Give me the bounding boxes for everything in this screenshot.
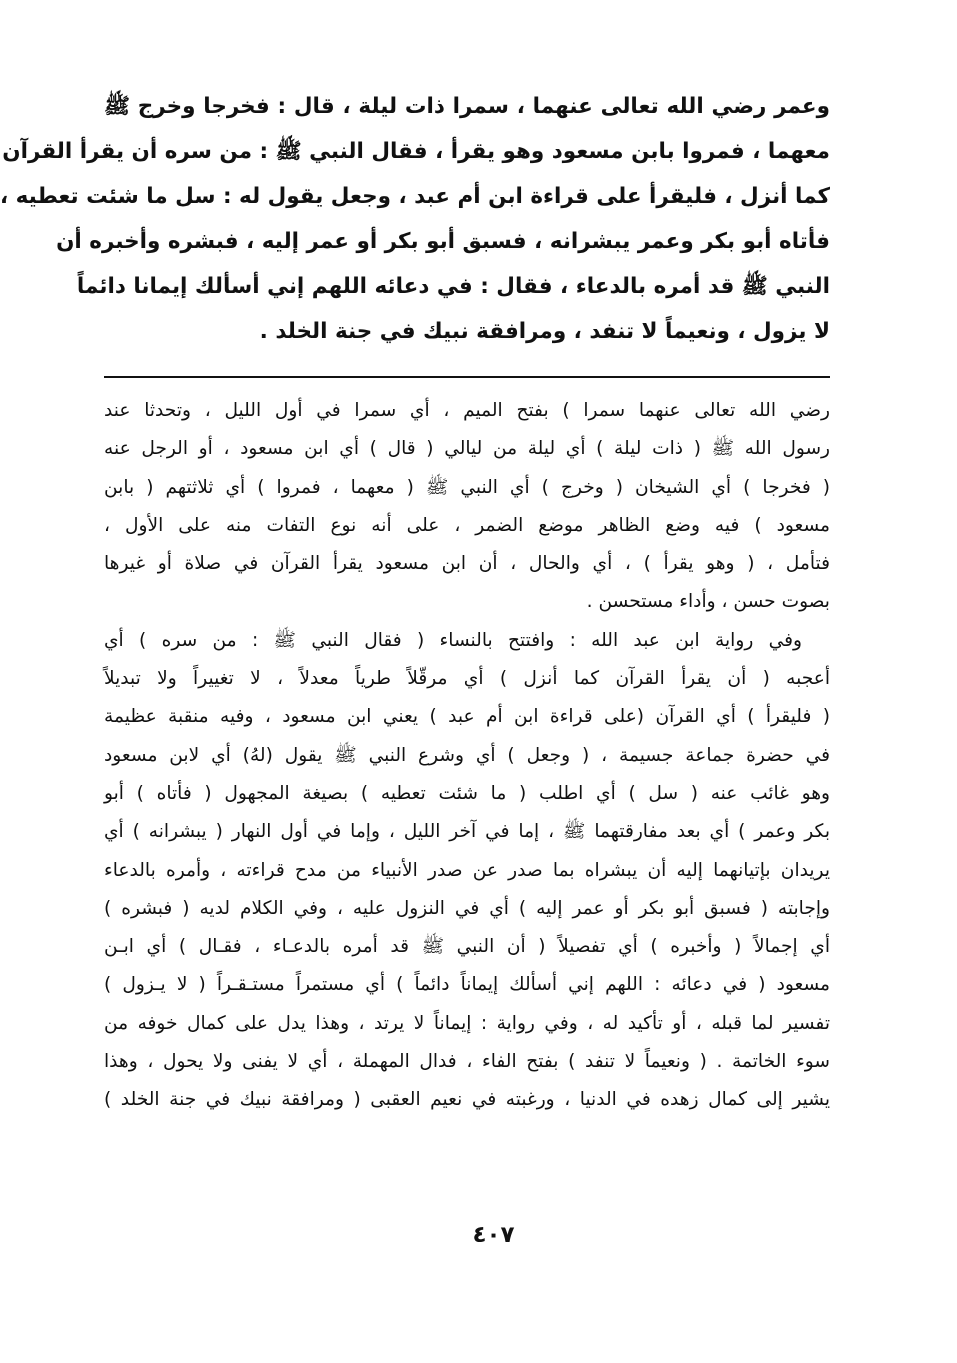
commentary-line: مسعود ) فيه وضع الظاهر موضع الضمر ، على أنه نوع التفات منه على الأول ، — [104, 514, 830, 536]
commentary-line: تفسير لما قبله ، أو تأكيد له ، وفي رواية : إيماناً لا يرتد ، وهذا يدل على كمال خوفه من — [104, 1012, 830, 1034]
main-text-line: وعمر رضي الله تعالى عنهما ، سمرا ذات ليلة ، قال : فخرجا وخرج ﷺ — [104, 94, 830, 119]
commentary-line: في حضرة جماعة جسيمة ، ( وجعل ) أي وشرع النبي ﷺ يقول (لهُ) أي لابن مسعود — [104, 744, 830, 766]
commentary-text — [104, 392, 830, 1120]
main-text-line: النبي ﷺ قد أمره بالدعاء ، فقال : في دعائه اللهم إني أسألك إيمانا دائماً — [76, 274, 830, 299]
commentary-line: ( فخرجا ) أي الشيخان ( وخرج ) أي النبي ﷺ ( معهما ، فمروا ) أي ثلاثتهم ( بابن — [104, 476, 830, 498]
section-divider — [104, 376, 830, 378]
commentary-line: مسعود ( في دعائه : اللهم إني أسألك إيماناً دائماً ) أي مستمراً مستـقـراً ( لا يـزول ) — [104, 974, 830, 996]
commentary-line: سوء الخاتمة . ( ونعيماً لا تنفد ) بفتح الفاء ، فدال المهملة ، أي لا يفنى ولا يحول ، وهذا — [104, 1051, 830, 1073]
commentary-line: بصوت حسن ، وأداء مستحسن . — [586, 591, 830, 613]
hadith-main-text — [0, 84, 830, 354]
commentary-line: أعجبه ( أن يقرأ القرآن كما أنزل ) أي مرقّلاً طرياً معدلاً ، لا تغييراً ولا تبديلاً — [104, 668, 830, 690]
main-text-line: كما أنزل ، فليقرأ على قراءة ابن أم عبد ، وجعل يقول له : سل ما شئت تعطيه ، — [0, 184, 830, 209]
commentary-line: رضي الله تعالى عنهما سمرا ) بفتح الميم ، أي سمرا في أول الليل ، وتحدثا عند — [104, 400, 830, 421]
main-text-line: فأتاه أبو بكر وعمر يبشرانه ، فسبق أبو بكر أو عمر إليه ، فبشره وأخبره أن — [56, 229, 830, 254]
commentary-line: ( فليقرأ ) أي القرآن (على قراءة ابن أم عبد ) يعني ابن مسعود ، وفيه منقبة عظيمة — [104, 706, 830, 728]
commentary-line: وهو غائب عنه ( سل ) أي اطلب ( ما شئت تعطيه ) بصيغة المجهول ( فأتاه ) أبو — [104, 782, 830, 804]
main-text-line: معهما ، فمروا بابن مسعود وهو يقرأ ، فقال النبي ﷺ : من سره أن يقرأ القرآن — [2, 139, 830, 164]
commentary-line: وفي رواية ابن عبد الله : وافتتح بالنساء ( فقال النبي ﷺ : من سره ) أي — [104, 629, 802, 651]
commentary-line: بكر وعمر ) أي بعد مفارقتهما ﷺ ، إما في آخر الليل ، وإما في أول النهار ( يبشرانه ) أي — [104, 821, 830, 843]
commentary-line: يشير إلى كمال زهده في الدنيا ، ورغبته في نعيم العقبى ( ومرافقة نبيك في جنة الخلد ) — [104, 1089, 830, 1111]
commentary-line: وإجابته ( فسبق أبو بكر أو عمر إليه ) أي في النزول عليه ، وفي الكلام لديه ( فبشره ) — [104, 897, 830, 919]
commentary-line: رسول الله ﷺ ( ذات ليلة ) أي ليلة من ليالي ( قال ) أي ابن مسعود ، أو الرجل عنه — [104, 438, 830, 460]
commentary-line: فتأمل ، ( وهو يقرأ ) ، أي والحال ، أن ابن مسعود يقرأ القرآن في صلاة أو غيرها — [104, 553, 830, 575]
commentary-line: أي إجمالاً ( وأخبره ) أي تفصيلاً ( أن النبي ﷺ قد أمره بالدعـاء ، فقـال ) أي ابـن — [104, 936, 830, 958]
page-number: ٤٠٧ — [472, 1222, 515, 1248]
commentary-line: يريدان بإتيانهما إليه أن يبشراه بما صدر عن صدر الأنبياء من مدح قراءته ، وأمره بالدعاء — [104, 859, 830, 881]
main-text-line: لا يزول ، ونعيماً لا تنفد ، ومرافقة نبيك في جنة الخلد . — [259, 319, 830, 344]
